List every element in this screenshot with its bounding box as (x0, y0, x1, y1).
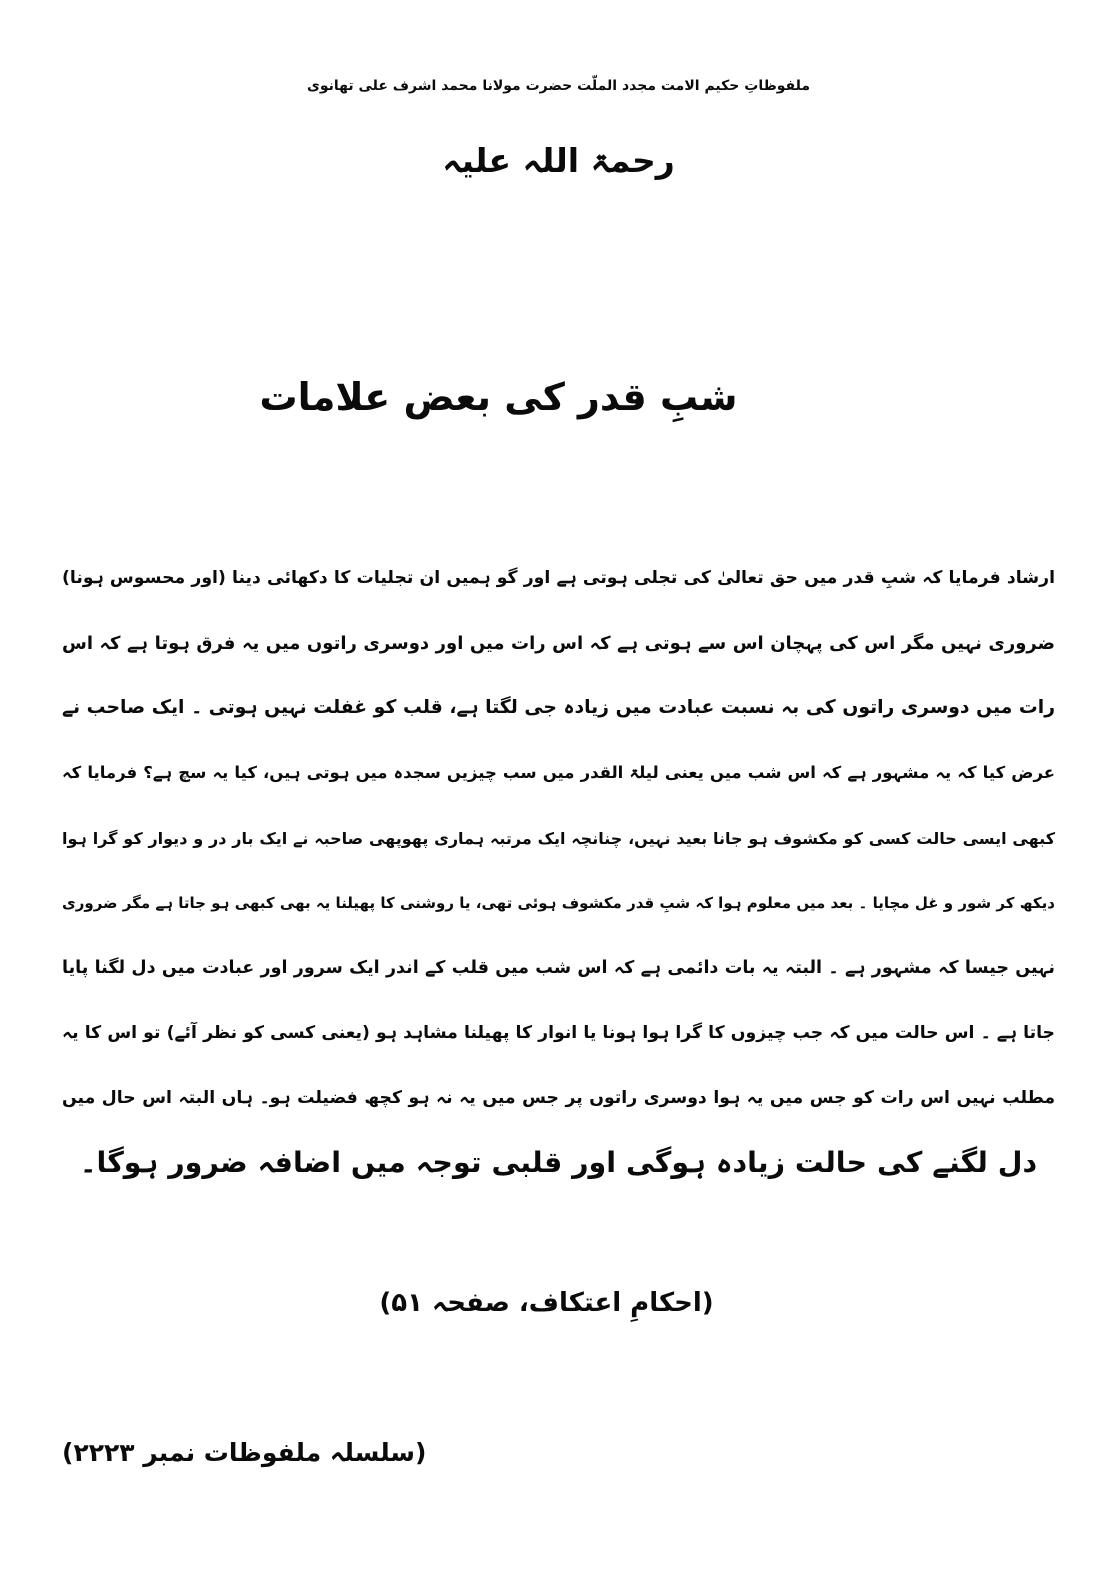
section-heading (0, 374, 1117, 422)
body-line (62, 1066, 1055, 1131)
body-line-text: مطلب نہیں اس رات کو جس میں یہ ہوا دوسری راتوں پر جس میں یہ نہ ہو کچھ فضیلت ہو۔ ہاں البتہ اس حال میں (62, 1087, 1055, 1108)
body-line (62, 871, 1055, 936)
body-line-text: جاتا ہے ۔ اس حالت میں کہ جب چیزوں کا گرا ہوا ہونا یا انوار کا پھیلنا مشاہد ہو (یعنی کسی کو نظر آئے) تو اس کا یہ (62, 1022, 1055, 1043)
source-citation-text: (احکامِ اعتکاف، صفحہ ۵۱) (379, 1288, 714, 1318)
body-line-text: کبھی ایسی حالت کسی کو مکشوف ہو جانا بعید نہیں، چنانچہ ایک مرتبہ ہماری پھوپھی صاحبہ نے ایک بار در و دیوار کو گرا ہوا (62, 828, 1056, 848)
body-line-text: دیکھ کر شور و غل مچایا ۔ بعد میں معلوم ہوا کہ شبِ قدر مکشوف ہوئی تھی، یا روشنی کا پھیلنا یہ بھی کبھی ہو جاتا ہے مگر ضروری (62, 894, 1055, 912)
body-line (62, 546, 1055, 611)
body-line (62, 741, 1055, 806)
body-text (62, 546, 1055, 1196)
section-heading-text: شبِ قدر کی بعض علامات (259, 375, 738, 419)
page-subtitle: رحمۃ اللہ علیہ (442, 141, 675, 181)
body-line (62, 676, 1055, 741)
series-footer: (سلسلہ ملفوظات نمبر ۲۲۲۳) (62, 1438, 427, 1467)
body-line (62, 1131, 1055, 1196)
body-line (62, 936, 1055, 1001)
body-line (62, 1001, 1055, 1066)
body-line-text: نہیں جیسا کہ مشہور ہے ۔ البتہ یہ بات دائمی ہے کہ اس شب میں قلب کے اندر ایک سرور اور عبادت میں دل لگنا پایا (62, 957, 1055, 978)
body-line-text: رات میں دوسری راتوں کی بہ نسبت عبادت میں زیادہ جی لگتا ہے، قلب کو غفلت نہیں ہوتی ۔ ایک صاحب نے (62, 697, 1055, 719)
source-citation (0, 1288, 1117, 1318)
document-header (0, 78, 1117, 181)
body-line-text: ضروری نہیں مگر اس کی پہچان اس سے ہوتی ہے کہ اس رات میں اور دوسری راتوں میں یہ فرق ہوتا ہے کہ اس (62, 632, 1055, 654)
body-line-text: دل لگنے کی حالت زیادہ ہوگی اور قلبی توجہ میں اضافہ ضرور ہوگا۔ (79, 1146, 1038, 1180)
body-line-text: ارشاد فرمایا کہ شبِ قدر میں حق تعالیٰ کی تجلی ہوتی ہے اور گو ہمیں ان تجلیات کا دکھائی دینا (اور محسوس ہونا) (62, 567, 1055, 588)
page-title: ملفوظاتِ حکیم الامت مجدد الملّت حضرت مولانا محمد اشرف علی تھانوی (306, 78, 810, 94)
body-line (62, 611, 1055, 676)
body-line-text: عرض کیا کہ یہ مشہور ہے کہ اس شب میں یعنی لیلۃ القدر میں سب چیزیں سجدہ میں ہوتی ہیں، کیا یہ سچ ہے؟ فرمایا کہ (62, 763, 1055, 783)
body-line (62, 806, 1055, 871)
